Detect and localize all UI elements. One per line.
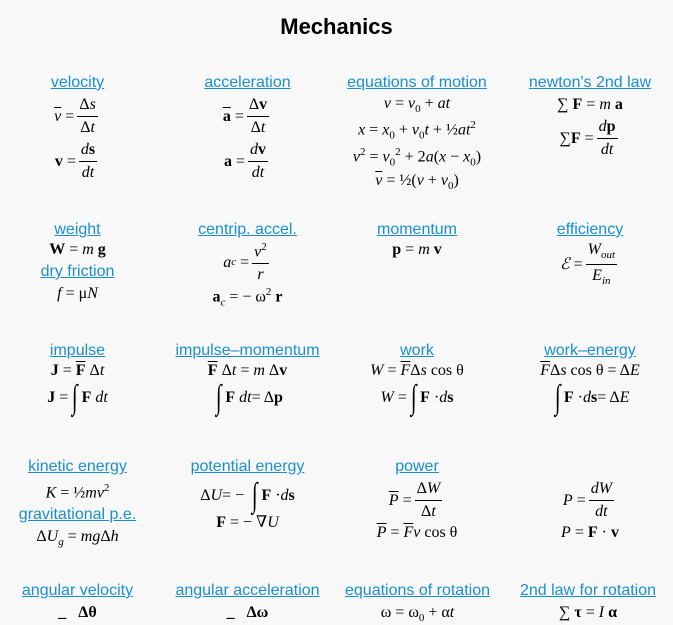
momentum-section	[337, 222, 497, 258]
velocity-inst-eq: v = $\frac{ds}{dt}$	[54, 141, 96, 181]
impulse-momentum-section	[165, 343, 330, 415]
power-avg-eq-2: $\overline{P} = \overline{F}v$ cos θ	[376, 524, 458, 541]
centrip-accel-section	[180, 222, 315, 309]
efficiency-link[interactable]: efficiency	[556, 221, 624, 238]
motion-eq-4: $\overline{v}$ = ½(v + $v_0$)	[375, 172, 459, 193]
acceleration-inst-eq: a = $\frac{dv}{dt}$	[223, 141, 267, 181]
kinetic-energy-link[interactable]: kinetic energy	[28, 458, 127, 475]
equations-of-rotation-link[interactable]: equations of rotation	[345, 582, 490, 599]
work-energy-section	[510, 343, 670, 415]
gravitational-pe-link[interactable]: gravitational p.e.	[18, 506, 137, 524]
angular-acceleration-eq: _ Δω	[226, 604, 269, 621]
impulse-momentum-eq-2: ∫ F dt = Δ p	[215, 379, 283, 416]
rotation-law-eq: ∑ τ = I α	[558, 604, 618, 621]
impulse-eq-2: J = ∫ F dt	[47, 379, 108, 416]
kinetic-energy-section	[10, 459, 145, 549]
second-law-rotation-link[interactable]: 2nd law for rotation	[519, 582, 657, 599]
angular-velocity-section	[10, 583, 145, 621]
angular-acceleration-section	[165, 583, 330, 621]
potential-energy-eq-1: Δ U = − ∫ F · d s	[200, 477, 295, 514]
efficiency-section	[515, 222, 665, 287]
acceleration-avg-eq: $\overline{a}$ = $\frac{\Delta v}{\Delta t}$	[222, 96, 268, 136]
newton-eq-2: ∑ F = $\frac{dp}{dt}$	[559, 118, 616, 158]
work-section	[337, 343, 497, 415]
kinetic-energy-eq: $K = \frac{1}{2}mv^2$	[45, 482, 110, 502]
weight-link[interactable]: weight	[54, 221, 101, 238]
velocity-avg-eq: $\overline{v}$ = $\frac{\Delta s}{\Delta t}$	[54, 96, 96, 136]
power-link[interactable]: power	[395, 458, 439, 475]
power-inst-eq-1: P = $\frac{dW}{dt}$	[562, 480, 613, 520]
weight-section	[20, 222, 135, 302]
impulse-eq-1: $J = \overline{F}$ Δt	[50, 362, 105, 379]
equations-of-rotation-section	[335, 583, 500, 624]
rotation-eq-1: $\omega = \omega_0 + \alpha t$	[380, 604, 455, 625]
angular-acceleration-link[interactable]: angular acceleration	[175, 582, 320, 599]
momentum-eq: p = m v	[392, 241, 442, 258]
second-law-rotation-section	[508, 583, 668, 621]
centrip-eq-1: a c = $\frac{v^2}{r}$	[223, 241, 267, 284]
equations-of-motion-section	[337, 75, 497, 192]
velocity-link[interactable]: velocity	[50, 74, 105, 91]
work-energy-eq-1: $\overline{F}\Delta s$ cos θ = ΔE	[540, 362, 640, 379]
potential-energy-link[interactable]: potential energy	[190, 458, 305, 475]
newtons-2nd-law-section	[515, 75, 665, 158]
potential-energy-section	[170, 459, 325, 531]
newtons-2nd-law-link[interactable]: newton's 2nd law	[528, 74, 652, 91]
motion-eq-2: $x = x_0 + v_0t$ + $\frac{1}{2}at^2$	[358, 119, 476, 142]
work-energy-link[interactable]: work–energy	[544, 342, 636, 359]
motion-eq-3: $v^2 = v_0^2 + 2a(x - x_0)$	[352, 145, 482, 169]
motion-eq-1: $v = v_0$ + at	[383, 95, 451, 116]
work-energy-eq-2: ∫ F · d s = Δ E	[554, 379, 630, 416]
power-inst-section	[515, 459, 665, 541]
impulse-link[interactable]: impulse	[49, 342, 106, 359]
friction-eq: f = μN	[57, 285, 98, 302]
power-inst-eq-2: P = F · v	[561, 524, 619, 541]
weight-eq: W = m g	[49, 241, 106, 258]
efficiency-eq: ℰ = $\frac{W_{out}}{E_{in}}$	[559, 241, 616, 288]
acceleration-section	[180, 75, 315, 181]
power-section	[337, 459, 497, 541]
equations-of-motion-link[interactable]: equations of motion	[347, 74, 487, 91]
work-link[interactable]: work	[400, 342, 434, 359]
centrip-accel-link[interactable]: centrip. accel.	[198, 221, 297, 238]
power-avg-eq-1: $\overline{P}$ = $\frac{\Delta W}{\Delta t}$	[388, 480, 441, 520]
impulse-section	[20, 343, 135, 415]
potential-energy-eq-2: F = − ∇U	[216, 514, 279, 531]
angular-velocity-eq: _ Δθ	[58, 604, 97, 621]
acceleration-link[interactable]: acceleration	[204, 74, 291, 91]
impulse-momentum-link[interactable]: impulse–momentum	[175, 342, 320, 359]
impulse-momentum-eq-1: $\overline{F}$ Δt = m Δv	[207, 362, 288, 379]
centrip-eq-2: $a_c$ = − $\omega^2$ r	[212, 286, 283, 309]
page-title: Mechanics	[280, 14, 393, 39]
velocity-section	[20, 75, 135, 181]
newton-eq-1: ∑ F = m a	[557, 96, 623, 113]
dry-friction-link[interactable]: dry friction	[40, 263, 115, 280]
work-eq-2: W = ∫ F · d s	[380, 379, 454, 416]
gravitational-pe-eq: $\Delta U_g = mg\Delta h$	[36, 528, 119, 549]
momentum-link[interactable]: momentum	[376, 221, 458, 238]
work-eq-1: $W = \overline{F}\Delta s$ cos θ	[370, 362, 464, 379]
angular-velocity-link[interactable]: angular velocity	[21, 582, 134, 599]
